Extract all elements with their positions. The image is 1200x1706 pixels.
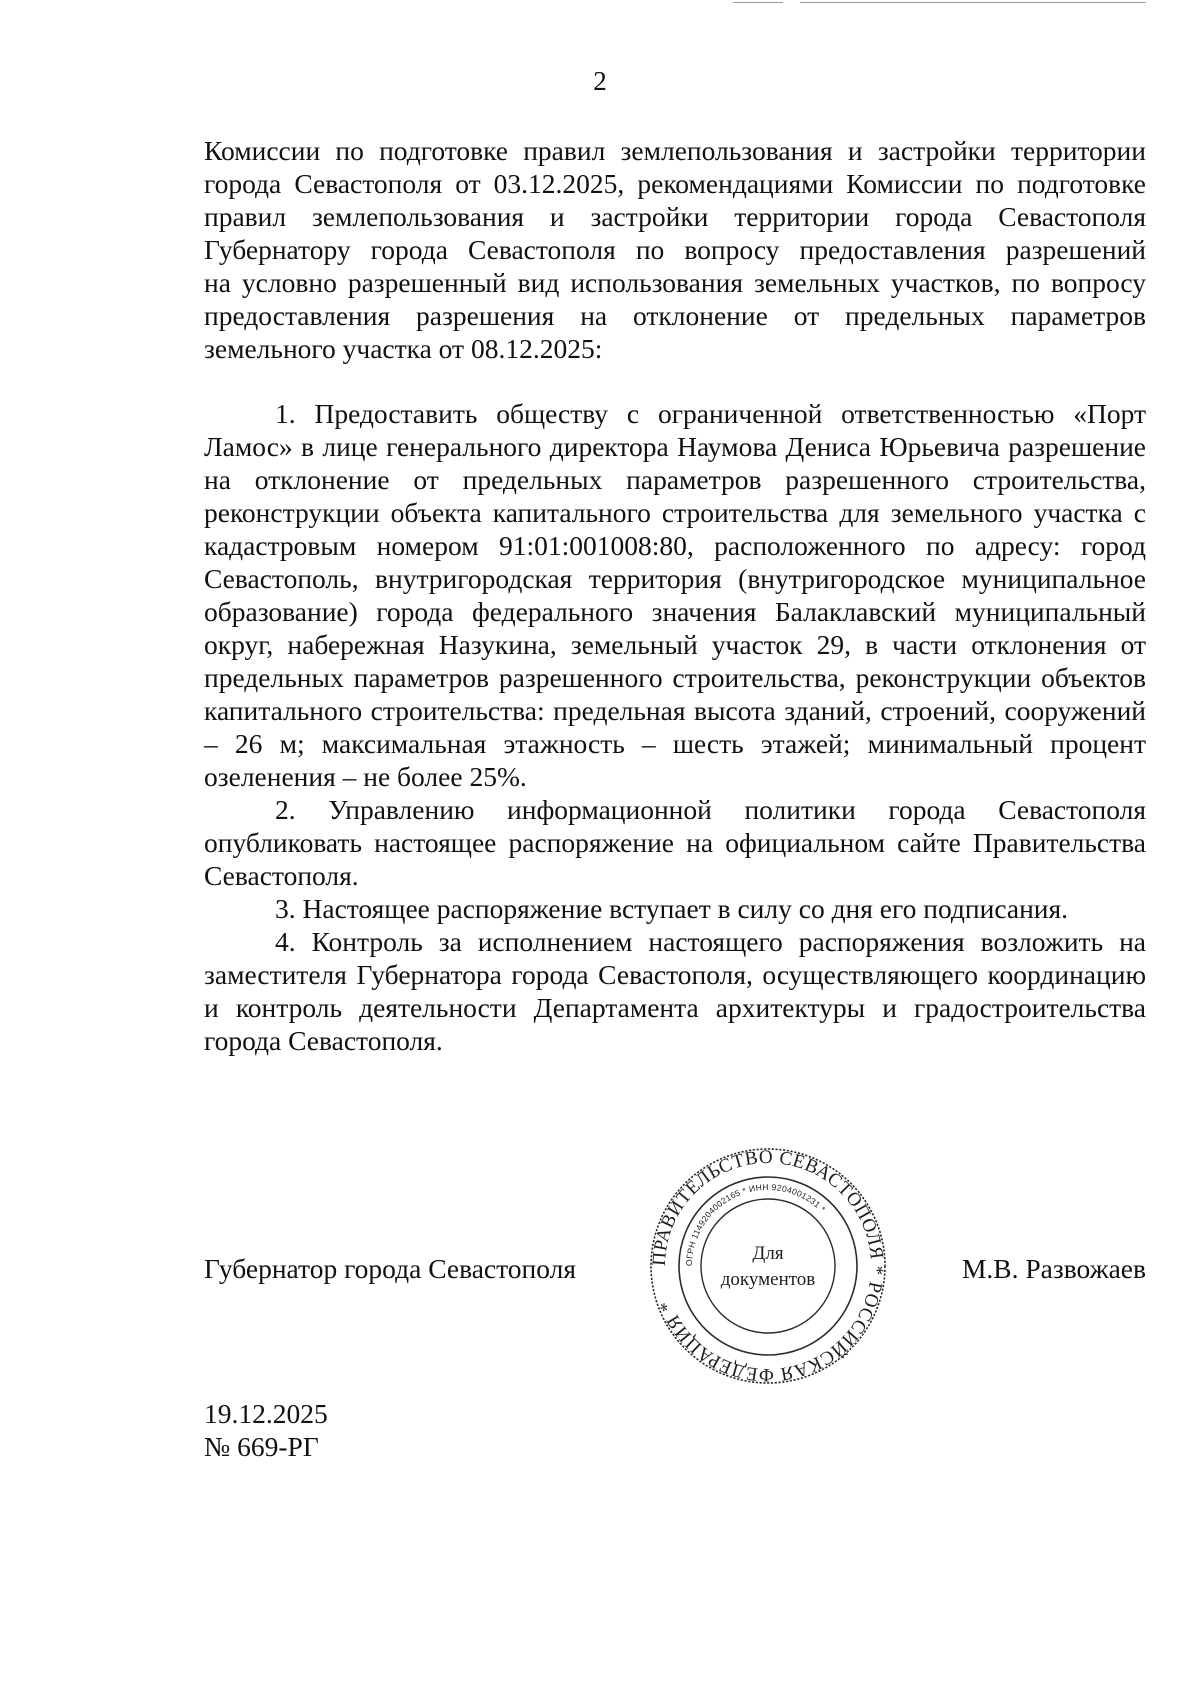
document-date: 19.12.2025 [204, 1398, 328, 1429]
item-1: 1. Предоставить обществу с ограниченной ответственностью «Порт Ламос» в лице генерального директора Наумова Дениса Юрьевича разрешение на отклонение от предельных параметров разрешенного строительства, реконструкции объекта капитального строительства для земельного участка с кадастровым номером 91:01:001008:80, расположенного по адресу: город Севастополь, внутригородская территория (внутригородское муниципальное образование) города федерального значения Балаклавский муниципальный округ, набережная Назукина, земельный участок 29, в части отклонения от предельных параметров разрешенного строительства, реконструкции объектов капитального строительства: предельная высота зданий, строений, сооружений – 26 м; максимальная этажность – шесть этажей; минимальный процент озеленения – не более 25%. [204, 398, 1146, 792]
document-number: № 669-РГ [204, 1431, 319, 1462]
seal-outer-textpath: ПРАВИТЕЛЬСТВО СЕВАСТОПОЛЯ * РОССИЙСКАЯ ФЕДЕРАЦИЯ * [648, 1146, 888, 1386]
seal-ring-inner [701, 1199, 835, 1333]
preamble-line: правил землепользования и застройки территории города Севастополя [204, 201, 1146, 232]
preamble [204, 134, 1146, 365]
top-rule-right [800, 2, 1146, 3]
preamble-line: Комиссии по подготовке правил землепользования и застройки территории [204, 135, 1146, 166]
preamble-line: города Севастополя от 03.12.2025, рекомендациями Комиссии по подготовке [204, 168, 1146, 199]
signatory-name: М.В. Развожаев [961, 1253, 1146, 1284]
preamble-line: земельного участка от 08.12.2025: [204, 333, 603, 364]
seal-ring [679, 1177, 857, 1355]
top-rule-left [733, 2, 783, 3]
item-2: 2. Управлению информационной политики города Севастополя опубликовать настоящее распоряжение на официальном сайте Правительства Севастополя. [204, 794, 1146, 891]
decree-items [204, 397, 1146, 1057]
preamble-line: Губернатору города Севастополя по вопросу предоставления разрешений [204, 234, 1146, 265]
preamble-line: на условно разрешенный вид использования земельных участков, по вопросу [204, 267, 1146, 298]
official-seal [646, 1146, 890, 1386]
page-number: 2 [593, 66, 607, 96]
preamble-line: предоставления разрешения на отклонение от предельных параметров [204, 300, 1146, 331]
seal-center-line2: документов [720, 1269, 816, 1290]
signatory-title: Губернатор города Севастополя [204, 1253, 576, 1284]
item-3: 3. Настоящее распоряжение вступает в силу со дня его подписания. [275, 893, 1069, 924]
item-4: 4. Контроль за исполнением настоящего распоряжения возложить на заместителя Губернатора города Севастополя, осуществляющего координацию и контроль деятельности Департамента архитектуры и градостроительства города Севастополя. [204, 926, 1146, 1056]
seal-center-line1: Для [752, 1243, 784, 1264]
seal-inner-textpath: ОГРН 1149204002165 * ИНН 9204001231 * [683, 1181, 828, 1267]
